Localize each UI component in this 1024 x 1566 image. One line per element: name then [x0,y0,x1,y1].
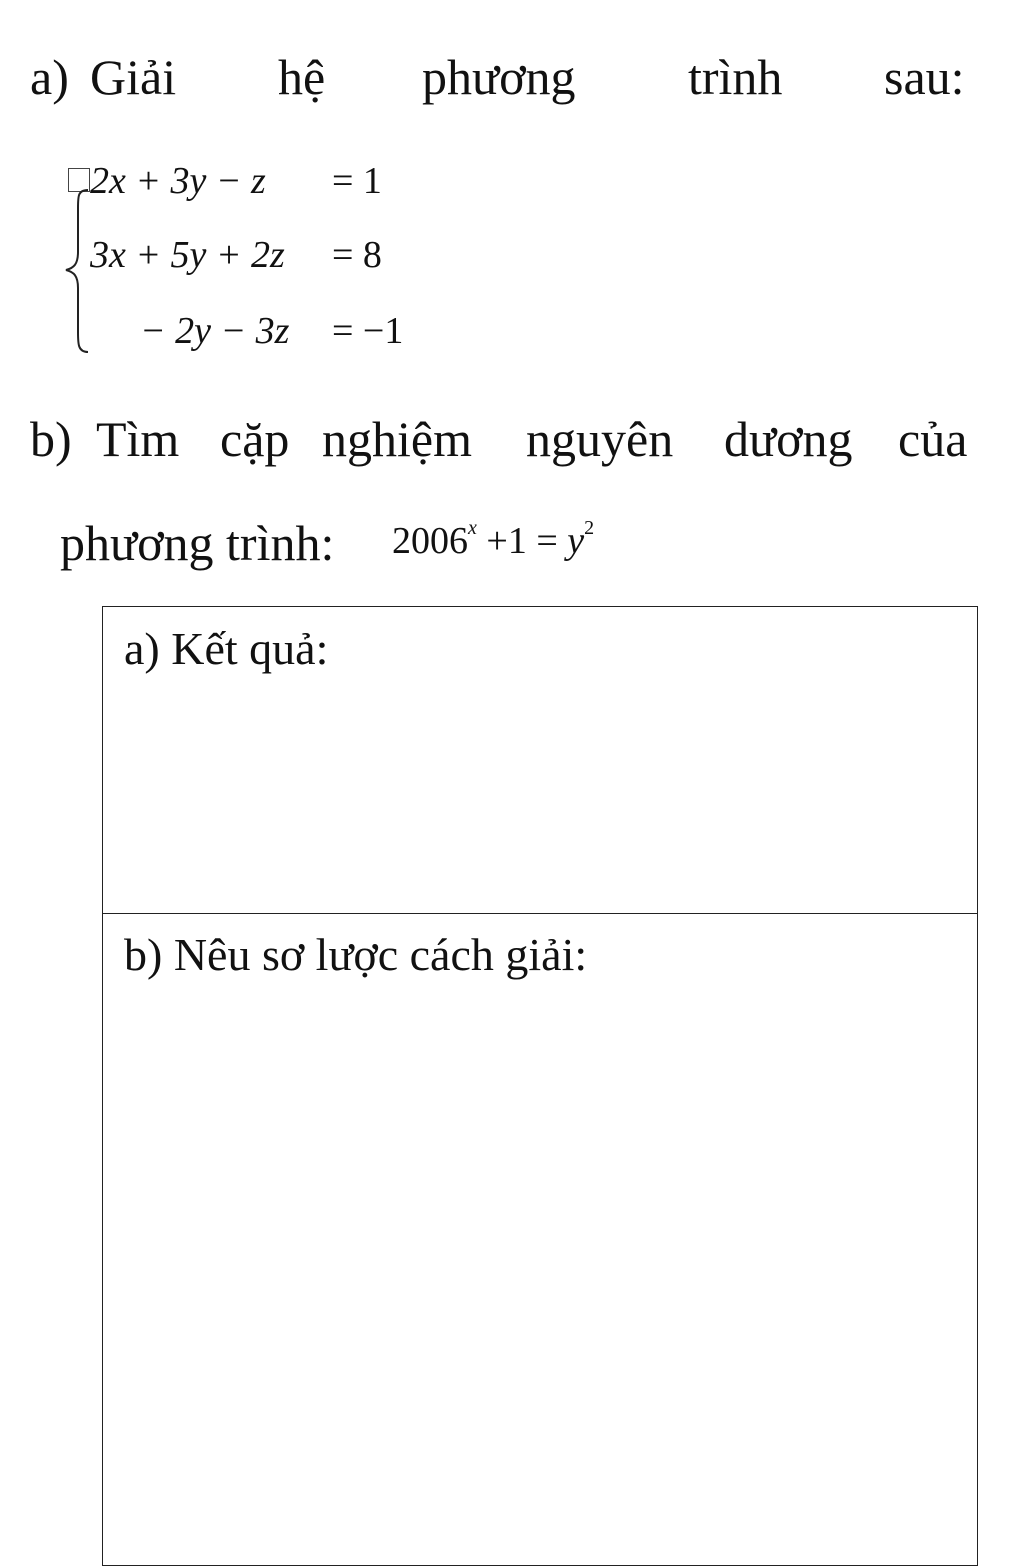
equation-base: 2006 [392,520,468,562]
question-a-word-1: Giải [90,49,177,105]
answer-table [102,606,978,1566]
question-a-word-5: sau: [884,49,965,105]
question-a-label: a) [30,49,69,105]
equation-2-rhs: = 8 [332,234,382,276]
equation-exponent: x [468,517,477,539]
question-b-word-4: nguyên [526,411,674,467]
equation-power: 2 [584,517,595,539]
equation-3-lhs: − 2y − 3z [140,310,290,352]
question-b-label: b) [30,411,72,467]
equation-1-rhs: = 1 [332,160,382,202]
method-label: b) Nêu sơ lược cách giải: [124,929,588,980]
question-b-word-3: nghiệm [322,411,472,467]
equation-1-lhs: 2x + 3y − z [90,160,266,202]
question-b-word-5: dương [724,411,853,467]
question-a-word-3: phương [422,49,576,105]
question-b-line2-text: phương trình: [60,515,335,571]
question-a-word-4: trình [688,49,783,105]
equation-3-rhs: = −1 [332,310,404,352]
question-b-word-6: của [898,411,968,467]
result-label: a) Kết quả: [124,623,329,674]
diophantine-equation [392,517,595,562]
question-b-word-2: cặp [220,411,290,467]
equation-variable: y [567,520,585,562]
question-b-word-1: Tìm [96,411,180,467]
question-a-word-2: hệ [278,49,326,105]
equation-2-lhs: 3x + 5y + 2z [90,234,285,276]
answer-table-divider [102,913,978,914]
equation-middle: +1 = [476,520,568,562]
left-brace-icon [62,186,92,356]
